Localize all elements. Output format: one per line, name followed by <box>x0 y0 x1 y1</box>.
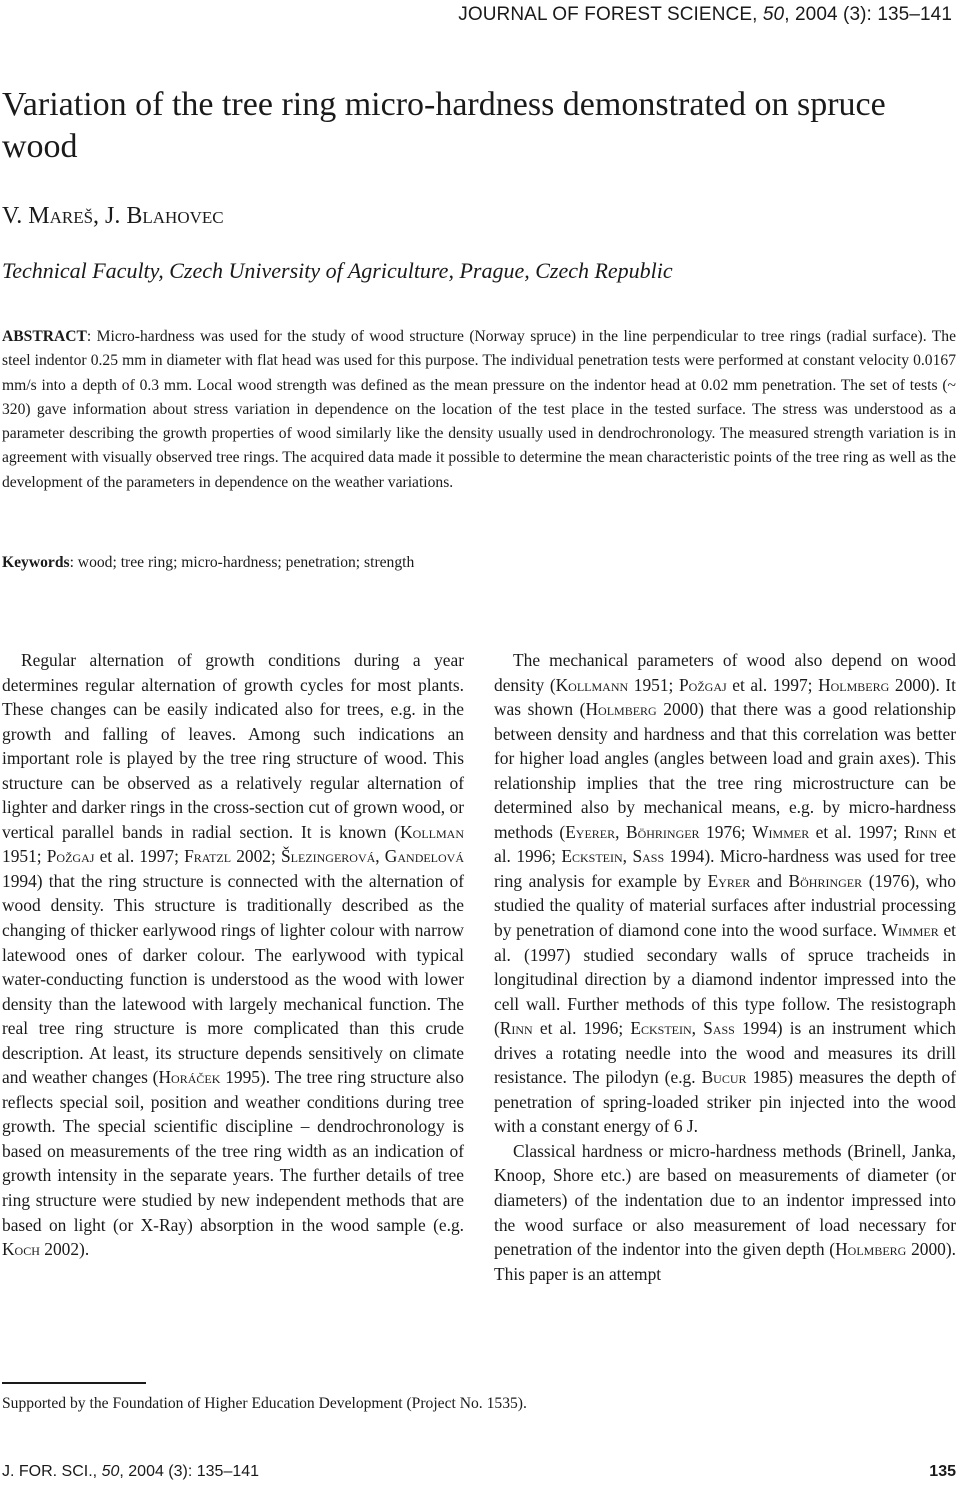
author-1-surname: Mareš <box>28 203 94 229</box>
footer-citation: J. FOR. SCI., 50, 2004 (3): 135–141 <box>2 1463 260 1480</box>
citation-author: Wimmer <box>881 920 939 941</box>
citation-author: Požgaj <box>678 674 727 695</box>
citation-author: Böhringer <box>788 870 863 891</box>
author-line <box>2 203 224 230</box>
citation-author: Horáček <box>158 1067 221 1088</box>
body-column-left <box>2 648 464 1262</box>
citation-author: Saß <box>632 846 665 867</box>
citation-author: Gandelová <box>384 846 465 867</box>
journal-header <box>458 4 952 26</box>
keywords-text: : wood; tree ring; micro-hardness; penetration; strength <box>69 554 415 571</box>
citation-author: Saß <box>703 1018 735 1039</box>
citation-author: Koch <box>2 1239 40 1260</box>
author-2-surname: Blahovec <box>126 203 224 229</box>
abstract-text: : Micro-hardness was used for the study of wood structure (Norway spruce) in the line perpendicular to tree rings (radial surface). The steel indentor 0.25 mm in diameter with flat head was used for this purpose. The individual penetration tests were performed at constant velocity 0.0167 mm/s into a depth of 0.3 mm. Local wood strength was defined as the mean pressure on the indentor head at 0.02 mm penetration. The set of tests (~ 320) gave information about stress variation in dependence on the location of the test place in the tested surface. The stress was understood as a parameter describing the growth properties of wood similarly like the density usually used in dendrochronology. The measured strength variation is in agreement with visually observed tree rings. The acquired data made it possible to determine the mean characteristic points of the tree ring as well as the development of the parameters in dependence on the weather variations. <box>2 328 956 491</box>
citation-author: Eckstein <box>561 846 623 867</box>
journal-volume: 50 <box>762 4 785 25</box>
article-title: Variation of the tree ring micro-hardness demonstrated on spruce wood <box>2 86 886 165</box>
citation-author: Rinn <box>904 821 938 842</box>
author-1-initial: V. <box>2 203 29 229</box>
abstract <box>2 325 956 495</box>
citation-author: Eyerer <box>565 821 616 842</box>
body-paragraph: Classical hardness or micro-hardness methods (Brinell, Janka, Knoop, Shore etc.) are based on measurements of diameter (or diameters) of the indentation due to an indentor impressed into the wood surface or also measurement of load necessary for penetration of the indentor into the given depth (Holmberg 2000). This paper is an attempt <box>494 1140 956 1284</box>
citation-author: Böhringer <box>625 821 700 842</box>
citation-author: Wimmer <box>752 821 810 842</box>
author-separator: , <box>93 203 106 229</box>
citation-author: Eyrer <box>707 870 751 891</box>
body-paragraph: Regular alternation of growth conditions during a year determines regular alternation of growth cycles for most plants. These changes can be easily indicated also for trees, e.g. in the growth and falling of leaves. Among such indications an important role is played by the tree ring structure of wood. This structure can be observed as a relatively regular alternation of lighter and darker rings in the cross-section cut of grown wood, or vertical parallel bands in radial section. It is known (Kollman 1951; Požgaj et al. 1997; Fratzl 2002; Šlezingerová, Gandelová 1994) that the ring structure is connected with the alternation of wood density. This structure is traditionally described as the changing of thicker earlywood rings of lighter colour with narrow latewood ones of darker colour. The earlywood with typical water-conducting function is understood as the wood with lower density than the latewood with largely mechanical function. The real tree ring structure is more complicated than this crude description. At least, its structure depends sensitively on climate and weather changes (Horáček 1995). The tree ring structure also reflects special soil, position and weather conditions during tree growth. The special scientific discipline – dendrochronology is based on measurements of the tree ring width as an indication of growth intensity in the separate years. The further details of tree ring structure were studied by new independent methods that are based on light (or X-Ray) absorption in the wood sample (e.g. Koch 2002). <box>2 650 465 1260</box>
citation-author: Eckstein <box>630 1018 692 1039</box>
author-2-initial: J. <box>105 203 127 229</box>
footnote-divider <box>2 1382 146 1384</box>
citation-author: Kollman <box>400 821 464 842</box>
citation-author: Rinn <box>499 1018 533 1039</box>
citation-author: Šlezingerová <box>280 846 376 867</box>
abstract-label: ABSTRACT <box>2 328 87 345</box>
page-number: 135 <box>929 1463 956 1480</box>
affiliation: Technical Faculty, Czech University of Agriculture, Prague, Czech Republic <box>2 258 673 283</box>
body-paragraph: The mechanical parameters of wood also depend on wood density (Kollmann 1951; Požgaj et al. 1997; Holmberg 2000). It was shown (Holmberg 2000) that there was a good relationship between density and hardness and that this correlation was better for higher load angles (angles between load and grain axes). This relationship implies that the tree ring microstructure can be determined also by mechanical means, e.g. by micro-hardness methods (Eyerer, Böhringer 1976; Wimmer et al. 1997; Rinn et al. 1996; Eckstein, Saß 1994). Micro-hardness was used for tree ring analysis for example by Eyrer and Böhringer (1976), who studied the quality of material surfaces after industrial processing by penetration of diamond cone into the wood surface. Wimmer et al. (1997) studied secondary walls of spruce tracheids in longitudinal direction by a diamond indentor impressed into the cell wall. Further methods of this type follow. The resistograph (Rinn et al. 1996; Eckstein, Saß 1994) is an instrument which drives a rotating needle into the wood and measures its drill resistance. The pilodyn (e.g. Bucur 1985) measures the depth of penetration of spring-loaded striker pin injected into the wood with a constant energy of 6 J. <box>494 650 957 1137</box>
citation-author: Požgaj <box>46 846 95 867</box>
footnote: Supported by the Foundation of Higher Education Development (Project No. 1535). <box>2 1395 527 1412</box>
keywords-label: Keywords <box>2 554 70 571</box>
citation-author: Holmberg <box>835 1239 907 1260</box>
citation-author: Fratzl <box>184 846 232 867</box>
citation-author: Holmberg <box>818 674 890 695</box>
body-column-right <box>494 648 956 1286</box>
citation-author: Holmberg <box>585 699 657 720</box>
keywords <box>2 554 414 572</box>
citation-author: Bucur <box>701 1067 747 1088</box>
journal-name: JOURNAL OF FOREST SCIENCE, <box>458 4 758 25</box>
citation-author: Kollmann <box>555 674 629 695</box>
journal-issue: , 2004 (3): 135–141 <box>784 4 952 25</box>
